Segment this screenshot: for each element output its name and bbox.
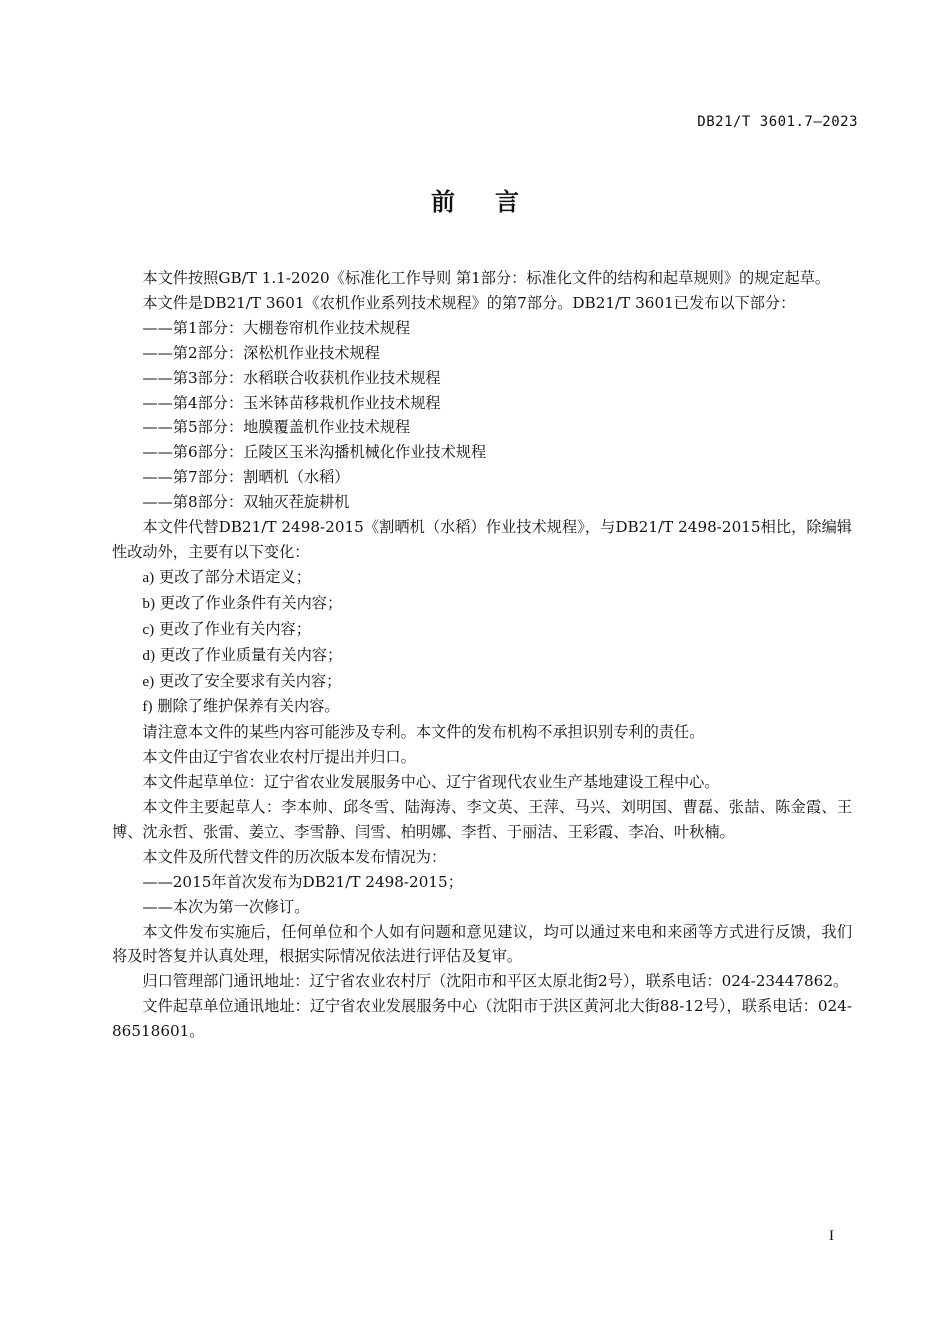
change-marker: e) bbox=[142, 672, 155, 690]
change-text: 更改了作业质量有关内容； bbox=[159, 645, 343, 664]
part-item: ——第8部分：双轴灭茬旋耕机 bbox=[142, 493, 350, 512]
change-item bbox=[112, 591, 852, 617]
para-drafters: 本文件主要起草人：李本帅、邱冬雪、陆海涛、李文英、王萍、马兴、刘明国、曹磊、张喆、陈金霞、王博、沈永哲、张雷、姜立、李雪静、闫雪、柏明娜、李哲、于丽洁、王彩霞、李冶、叶秋楠。 bbox=[112, 798, 852, 841]
part-item: ——第2部分：深松机作业技术规程 bbox=[142, 343, 380, 362]
para-drafting-unit: 本文件起草单位：辽宁省农业发展服务中心、辽宁省现代农业生产基地建设工程中心。 bbox=[142, 773, 720, 792]
change-marker: b) bbox=[142, 594, 156, 612]
page-title: 前言 bbox=[431, 188, 559, 216]
change-item bbox=[112, 643, 852, 669]
part-item: ——第5部分：地膜覆盖机作业技术规程 bbox=[142, 418, 411, 437]
part-item: ——第1部分：大棚卷帘机作业技术规程 bbox=[142, 318, 411, 337]
change-item bbox=[112, 617, 852, 643]
part-item: ——第3部分：水稻联合收获机作业技术规程 bbox=[142, 368, 441, 387]
change-text: 更改了作业有关内容； bbox=[159, 619, 311, 638]
change-marker: d) bbox=[142, 646, 156, 664]
page-number: I bbox=[829, 1228, 834, 1244]
change-marker: a) bbox=[142, 568, 155, 586]
para-history: 本文件及所代替文件的历次版本发布情况为： bbox=[142, 847, 447, 866]
change-item bbox=[112, 694, 852, 720]
part-item: ——第7部分：割晒机（水稻） bbox=[142, 468, 350, 487]
change-item bbox=[112, 565, 852, 591]
para-feedback: 本文件发布实施后，任何单位和个人如有问题和意见建议，均可以通过来电和来函等方式进行反馈，我们将及时答复并认真处理，根据实际情况依法进行评估及复审。 bbox=[112, 922, 852, 966]
change-text: 更改了作业条件有关内容； bbox=[159, 593, 343, 612]
history-item: ——本次为第一次修订。 bbox=[142, 897, 310, 916]
change-text: 更改了安全要求有关内容； bbox=[159, 671, 342, 690]
foreword-body bbox=[112, 266, 852, 1044]
para-proposer: 本文件由辽宁省农业农村厅提出并归口。 bbox=[142, 748, 416, 767]
para-intro: 本文件按照GB/T 1.1-2020《标准化工作导则 第1部分：标准化文件的结构和起草规则》的规定起草。 bbox=[142, 269, 831, 287]
para-part: 本文件是DB21/T 3601《农机作业系列技术规程》的第7部分。DB21/T 3601已发布以下部分： bbox=[142, 293, 796, 312]
standard-code: DB21/T 3601.7—2023 bbox=[697, 114, 858, 130]
part-item: ——第6部分：丘陵区玉米沟播机械化作业技术规程 bbox=[142, 443, 487, 462]
para-patent: 请注意本文件的某些内容可能涉及专利。本文件的发布机构不承担识别专利的责任。 bbox=[142, 723, 705, 742]
change-marker: f) bbox=[142, 698, 153, 716]
history-item: ——2015年首次发布为DB21/T 2498-2015； bbox=[142, 872, 463, 891]
para-contact-admin: 归口管理部门通讯地址：辽宁省农业农村厅（沈阳市和平区太原北街2号），联系电话：024-23447862。 bbox=[142, 972, 849, 991]
part-item: ——第4部分：玉米钵苗移栽机作业技术规程 bbox=[142, 393, 441, 412]
change-marker: c) bbox=[142, 620, 155, 638]
change-text: 更改了部分术语定义； bbox=[159, 567, 311, 586]
change-text: 删除了维护保养有关内容。 bbox=[157, 697, 340, 716]
para-replace: 本文件代替DB21/T 2498-2015《割晒机（水稻）作业技术规程》，与DB21/T 2498-2015相比，除编辑性改动外，主要有以下变化： bbox=[112, 518, 852, 561]
para-contact-drafter: 文件起草单位通讯地址：辽宁省农业发展服务中心（沈阳市于洪区黄河北大街88-12号），联系电话：024-86518601。 bbox=[112, 997, 852, 1041]
change-item bbox=[112, 669, 852, 695]
